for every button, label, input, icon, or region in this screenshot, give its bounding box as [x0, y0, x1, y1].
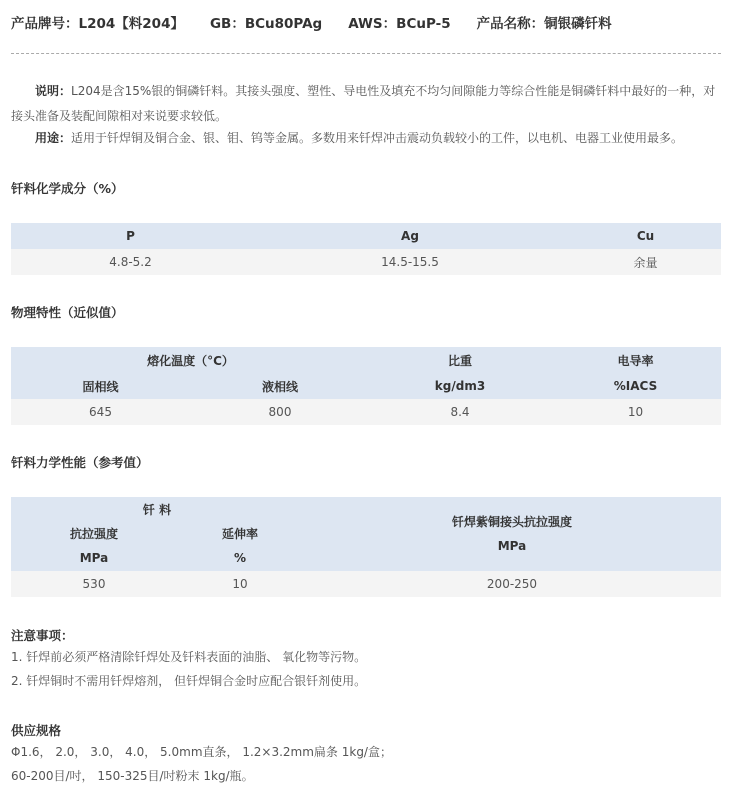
- melt-header: 熔化温度（°C）: [11, 347, 370, 373]
- notes-title: 注意事项：: [11, 628, 74, 643]
- usage-text: 适用于钎焊铜及铜合金、银、钼、钨等金属。多数用来钎焊冲击震动负载较小的工件，以电机、电器工业使用最多。: [71, 131, 684, 145]
- gb-standard: GB：BCu80PAg: [209, 16, 323, 32]
- tensile-unit: MPa: [11, 545, 177, 571]
- note-item: 1. 钎焊前必须严格清除钎焊处及钎料表面的油脂、 氧化物等污物。: [11, 650, 367, 664]
- liquidus-header: 液相线: [190, 373, 370, 399]
- solidus-header: 固相线: [11, 373, 190, 399]
- usage-label: 用途：: [35, 131, 72, 145]
- cond-header: 电导率: [550, 347, 721, 373]
- chem-header-p: P: [11, 223, 250, 249]
- description: [11, 79, 721, 129]
- joint-value: 200-250: [303, 571, 721, 597]
- usage: [11, 126, 721, 151]
- aws-standard: AWS：BCuP-5: [348, 16, 451, 32]
- cond-value: 10: [550, 399, 721, 425]
- chem-table: [11, 223, 721, 275]
- phys-title: 物理特性（近似值）: [11, 305, 124, 320]
- joint-header: [303, 497, 721, 571]
- elong-unit: %: [177, 545, 303, 571]
- chem-title: 钎料化学成分（%）: [11, 181, 124, 196]
- chem-header-ag: Ag: [250, 223, 570, 249]
- elong-value: 10: [177, 571, 303, 597]
- chem-header-cu: Cu: [570, 223, 721, 249]
- chem-value-ag: 14.5-15.5: [250, 249, 570, 275]
- description-label: 说明：: [35, 84, 72, 98]
- note-item: 2. 钎焊铜时不需用钎焊熔剂， 但钎焊铜合金时应配合银钎剂使用。: [11, 674, 367, 688]
- supply-title: 供应规格: [11, 723, 62, 738]
- joint-label: 钎焊紫铜接头抗拉强度: [451, 515, 572, 529]
- cond-unit: %IACS: [550, 373, 721, 399]
- joint-unit: MPa: [497, 539, 527, 553]
- elong-header: 延伸率: [177, 521, 303, 545]
- liquidus-value: 800: [190, 399, 370, 425]
- tensile-header: 抗拉强度: [11, 521, 177, 545]
- chem-value-cu: 余量: [570, 249, 721, 275]
- density-header: 比重: [370, 347, 550, 373]
- description-text: L204是含15%银的铜磷钎料。其接头强度、塑性、导电性及填充不均匀间隙能力等综合性能是铜磷钎料中最好的一种，对接头准备及装配间隙相对来说要求较低。: [11, 84, 716, 123]
- chem-value-p: 4.8-5.2: [11, 249, 250, 275]
- phys-table: [11, 347, 721, 425]
- supply-line: Φ1.6， 2.0， 3.0， 4.0， 5.0mm直条， 1.2×3.2mm扁条 1kg/盒；: [11, 745, 392, 759]
- filler-group-header: 钎 料: [11, 497, 303, 521]
- density-value: 8.4: [370, 399, 550, 425]
- density-unit: kg/dm3: [370, 373, 550, 399]
- product-header: [11, 12, 638, 32]
- divider: [11, 53, 721, 54]
- supply-line: 60-200目/吋， 150-325目/吋粉末 1kg/瓶。: [11, 769, 254, 783]
- product-brand: 产品牌号：L204【料204】: [11, 16, 184, 32]
- product-name: 产品名称：铜银磷钎料: [476, 16, 612, 32]
- solidus-value: 645: [11, 399, 190, 425]
- mech-table: [11, 497, 721, 597]
- mech-title: 钎料力学性能（参考值）: [11, 455, 149, 470]
- tensile-value: 530: [11, 571, 177, 597]
